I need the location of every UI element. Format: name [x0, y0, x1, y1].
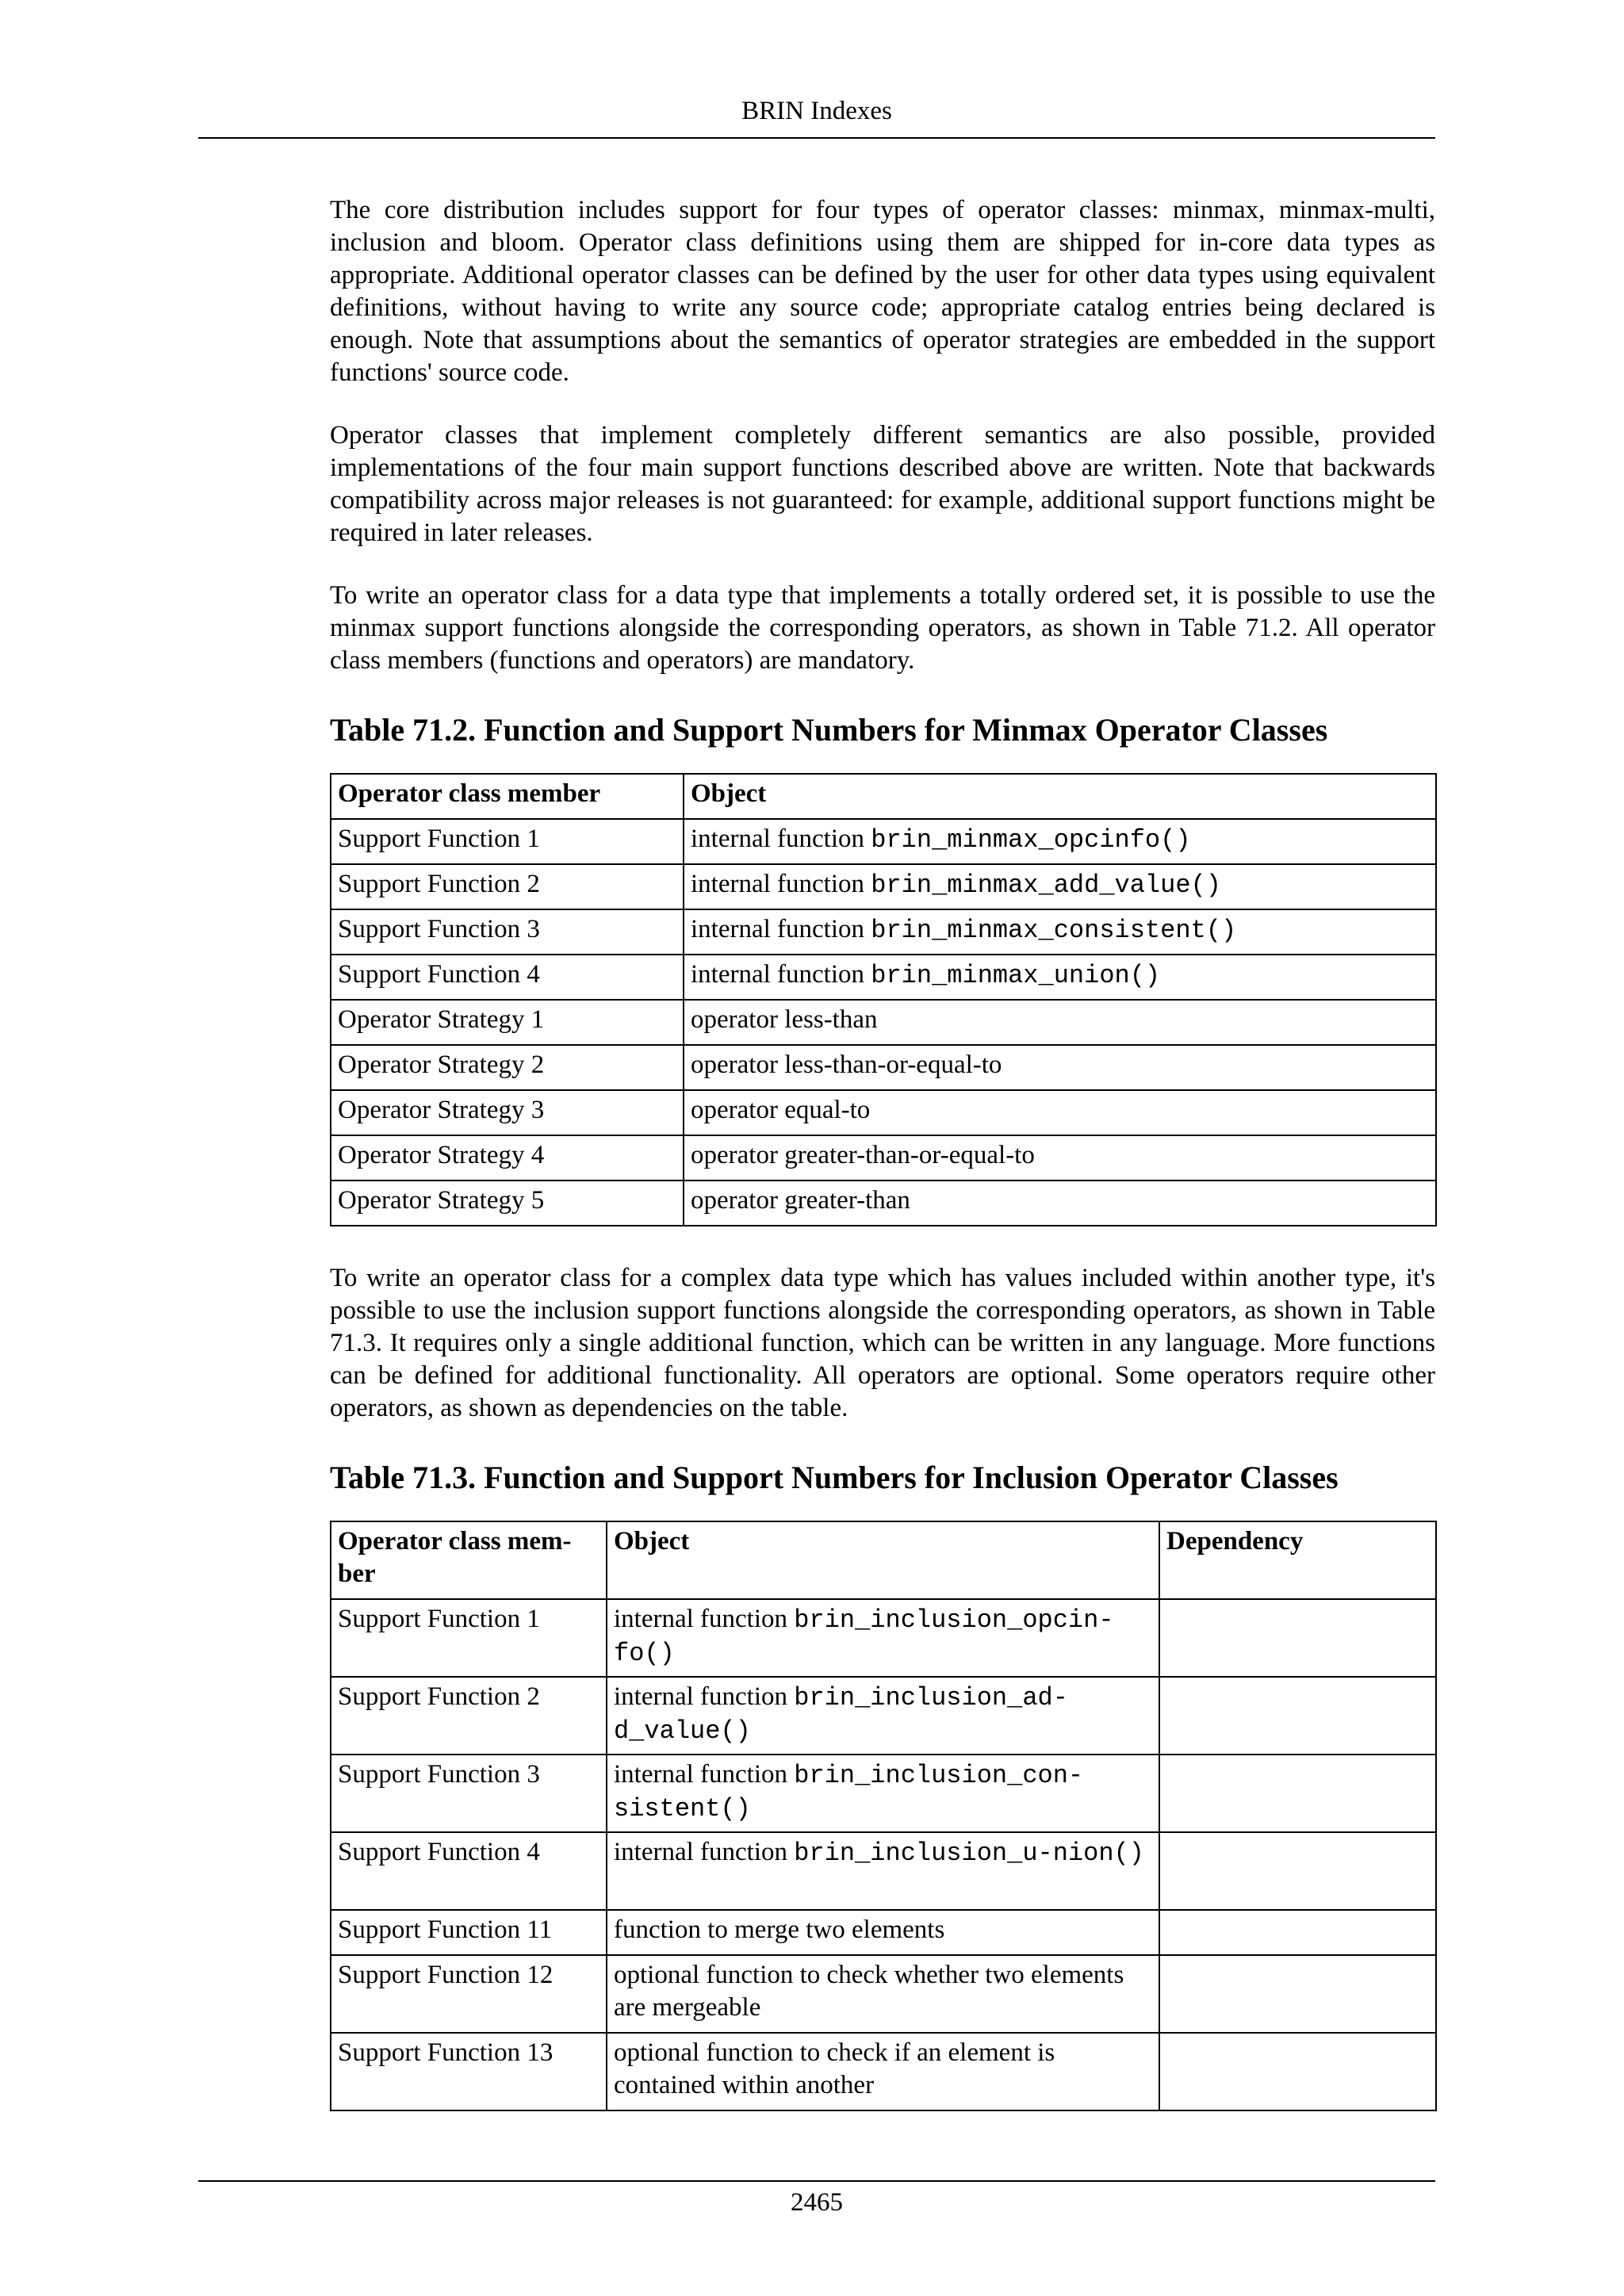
paragraph-operator-class-types: The core distribution includes support for four types of operator classes: minmax, minmax-multi, inclusion and bloom. Operator class definitions using them are shipped for in-core data types as appropriate. Additional operator classes can be defined by the user for other data types using equivalent definitions, without having to write any source code; appropriate catalog entries being declared is enough. Note that assumptions about the semantics of operator strategies are embedded in the support functions' source code. — [330, 196, 1435, 387]
object-cell — [607, 1599, 1159, 1677]
table-71-3-title: Table 71.3. Function and Support Numbers for Inclusion Operator Classes — [330, 1460, 1339, 1495]
object-cell: optional function to check whether two elements are mergeable — [607, 1955, 1159, 2033]
table-row — [331, 1045, 1436, 1090]
table-row — [331, 1910, 1436, 1955]
object-cell: operator equal-to — [684, 1090, 1436, 1135]
object-cell — [607, 1677, 1159, 1755]
table-row — [331, 955, 1436, 1000]
object-text: internal function — [614, 1605, 795, 1633]
function-name-code: brin_inclusion_con-sistent() — [614, 1761, 1084, 1823]
object-text: internal function — [691, 960, 871, 989]
table-row — [331, 819, 1436, 864]
object-text: internal function — [614, 1682, 795, 1711]
member-cell: Support Function 4 — [331, 955, 684, 1000]
dependency-cell — [1159, 1832, 1436, 1910]
table-row — [331, 1181, 1436, 1226]
table-row — [331, 909, 1436, 955]
member-cell: Operator Strategy 5 — [331, 1181, 684, 1226]
minmax-support-table — [330, 773, 1437, 1226]
object-text: internal function — [691, 915, 871, 943]
object-cell: operator less-than-or-equal-to — [684, 1045, 1436, 1090]
member-cell: Support Function 11 — [331, 1910, 607, 1955]
object-text: internal function — [691, 870, 871, 898]
table-71-2-title: Table 71.2. Function and Support Numbers for Minmax Operator Classes — [330, 712, 1328, 748]
object-text: internal function — [614, 1760, 795, 1789]
dependency-cell — [1159, 1955, 1436, 2033]
table-row — [331, 1755, 1436, 1832]
column-header-dependency: Dependency — [1159, 1521, 1436, 1599]
member-cell: Support Function 2 — [331, 1677, 607, 1755]
object-text: internal function — [691, 825, 871, 853]
member-cell: Operator Strategy 1 — [331, 1000, 684, 1045]
dependency-cell — [1159, 2033, 1436, 2110]
object-cell: optional function to check if an element is contained within another — [607, 2033, 1159, 2110]
column-header-object: Object — [684, 774, 1436, 819]
member-cell: Operator Strategy 2 — [331, 1045, 684, 1090]
function-name-code: brin_minmax_consistent() — [871, 916, 1237, 945]
table-row — [331, 864, 1436, 909]
table-row — [331, 1000, 1436, 1045]
member-cell: Support Function 4 — [331, 1832, 607, 1910]
object-cell — [607, 1755, 1159, 1832]
column-header-member: Operator class mem-ber — [331, 1521, 607, 1599]
member-cell: Support Function 3 — [331, 1755, 607, 1832]
member-cell: Operator Strategy 4 — [331, 1135, 684, 1181]
table-row — [331, 1090, 1436, 1135]
function-name-code: brin_inclusion_ad-d_value() — [614, 1683, 1068, 1746]
table-header-row — [331, 774, 1436, 819]
dependency-cell — [1159, 1755, 1436, 1832]
function-name-code: brin_minmax_opcinfo() — [871, 825, 1191, 855]
function-name-code: brin_minmax_add_value() — [871, 871, 1221, 900]
header-rule — [198, 137, 1435, 139]
column-header-object: Object — [607, 1521, 1159, 1599]
object-cell: operator greater-than-or-equal-to — [684, 1135, 1436, 1181]
dependency-cell — [1159, 1677, 1436, 1755]
inclusion-support-table — [330, 1521, 1437, 2111]
page-content — [330, 194, 1435, 2111]
table-header-row — [331, 1521, 1436, 1599]
function-name-code: brin_inclusion_u-nion() — [794, 1839, 1144, 1868]
footer-rule — [198, 2180, 1435, 2182]
object-cell — [684, 909, 1436, 955]
table-row — [331, 1677, 1436, 1755]
object-text: internal function — [614, 1838, 795, 1866]
member-cell: Support Function 1 — [331, 1599, 607, 1677]
object-cell: function to merge two elements — [607, 1910, 1159, 1955]
member-cell: Support Function 2 — [331, 864, 684, 909]
column-header-member: Operator class member — [331, 774, 684, 819]
table-row — [331, 2033, 1436, 2110]
paragraph-custom-semantics: Operator classes that implement completely different semantics are also possible, provided implementations of the four main support functions described above are written. Note that backwards compatibility across major releases is not guaranteed: for example, additional support functions might be required in later releases. — [330, 421, 1435, 547]
member-cell: Support Function 12 — [331, 1955, 607, 2033]
table-row — [331, 1832, 1436, 1910]
member-cell: Support Function 13 — [331, 2033, 607, 2110]
function-name-code: brin_inclusion_opcin-fo() — [614, 1605, 1114, 1668]
object-cell — [684, 864, 1436, 909]
dependency-cell — [1159, 1599, 1436, 1677]
paragraph-minmax-intro: To write an operator class for a data type that implements a totally ordered set, it is possible to use the minmax support functions alongside the corresponding operators, as shown in Table 71.2. All operator class members (functions and operators) are mandatory. — [330, 581, 1435, 675]
object-cell: operator greater-than — [684, 1181, 1436, 1226]
function-name-code: brin_minmax_union() — [871, 961, 1161, 990]
page-number: 2465 — [791, 2188, 843, 2217]
member-cell: Support Function 3 — [331, 909, 684, 955]
member-cell: Operator Strategy 3 — [331, 1090, 684, 1135]
paragraph-inclusion-intro: To write an operator class for a complex data type which has values included within another type, it's possible to use the inclusion support functions alongside the corresponding operators, as shown in Table 71.3. It requires only a single additional function, which can be written in any language. More functions can be defined for additional functionality. All operators are optional. Some operators require other operators, as shown as dependencies on the table. — [330, 1264, 1435, 1422]
table-row — [331, 1135, 1436, 1181]
member-cell: Support Function 1 — [331, 819, 684, 864]
object-cell: operator less-than — [684, 1000, 1436, 1045]
table-row — [331, 1599, 1436, 1677]
table-row — [331, 1955, 1436, 2033]
object-cell — [684, 955, 1436, 1000]
object-cell — [684, 819, 1436, 864]
running-header: BRIN Indexes — [741, 97, 892, 125]
object-cell — [607, 1832, 1159, 1910]
dependency-cell — [1159, 1910, 1436, 1955]
